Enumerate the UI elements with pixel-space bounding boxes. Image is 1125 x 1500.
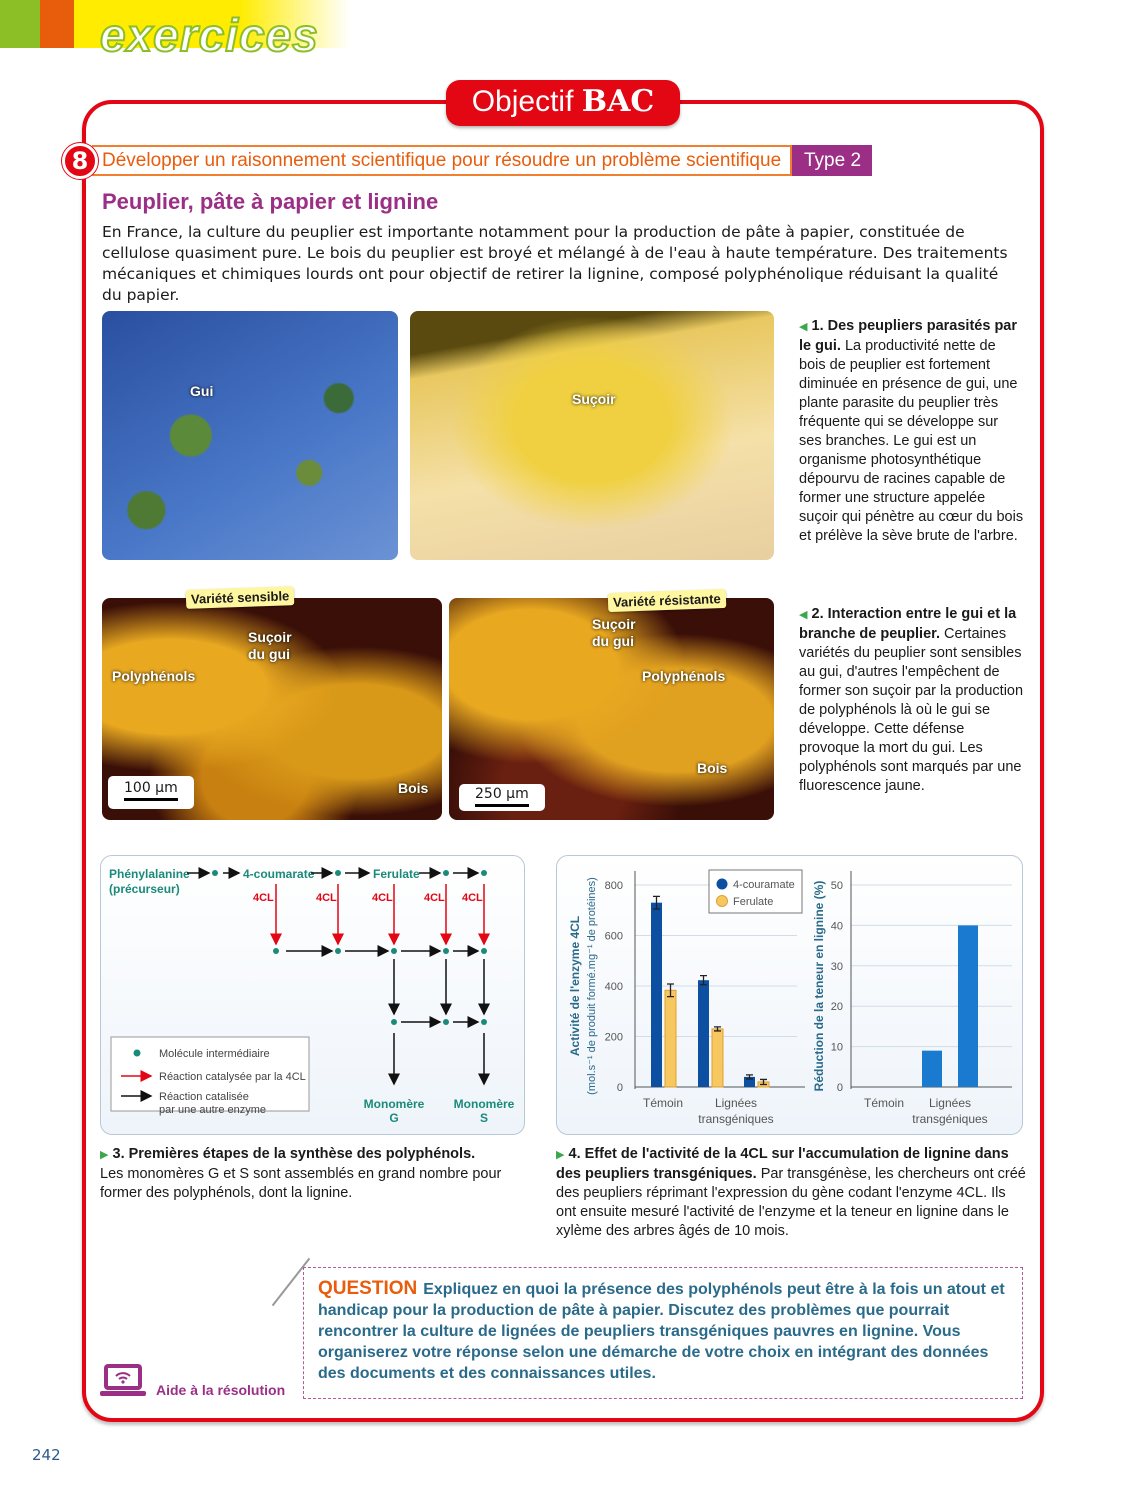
micrograph-sensitive <box>102 598 442 820</box>
monomer-s-label: Monomère <box>453 1097 515 1111</box>
doc3-caption <box>100 1145 525 1203</box>
legend-red-label: Réaction catalysée par la 4CL <box>159 1071 306 1083</box>
enzyme-label: 4CL <box>316 892 337 904</box>
doc4-caption-text: Par transgénèse, les chercheurs ont créé des peupliers réprimant l'expression du gène codant l'enzyme 4CL. Ils ont ensuite mesuré l'activité de l'enzyme et la teneur en lignine dans le xylème des arbres âgés de 10 mois. <box>556 1166 1026 1239</box>
label-polyphenols: Polyphénols <box>642 668 726 684</box>
scale-label: 100 µm <box>124 780 178 796</box>
x-tick-label: Témoin <box>642 1096 684 1110</box>
color-band-orange <box>40 0 74 48</box>
doc3-caption-text: Les monomères G et S sont assemblés en grand nombre pour former des polyphénols, dont la lignine. <box>100 1166 502 1201</box>
photo-sucoir-section <box>410 311 774 560</box>
x-tick-label: Lignées <box>928 1096 972 1110</box>
question-box <box>303 1267 1023 1399</box>
y-tick-label: 600 <box>604 930 623 943</box>
coumarate-label: 4-coumarate <box>243 867 315 881</box>
precursor-label: (précurseur) <box>109 882 180 896</box>
legend-marker <box>717 879 728 890</box>
y-axis-title: Réduction de la teneur en lignine (%) <box>812 880 826 1092</box>
y-axis-subtitle: (mol.s⁻¹ de produit formé.mg⁻¹ de protéines) <box>586 877 598 1095</box>
y-tick-label: 40 <box>830 920 843 933</box>
x-tick-label: Témoin <box>863 1096 905 1110</box>
photo-poplar-mistletoe <box>102 311 398 560</box>
help-label: Aide à la résolution <box>156 1382 286 1398</box>
scale-label: 250 µm <box>475 786 529 802</box>
arrow-left-icon: ◀ <box>799 321 808 333</box>
bar <box>922 1051 942 1087</box>
enzyme-label: 4CL <box>424 892 445 904</box>
doc3-caption-title: 3. Premières étapes de la synthèse des polyphénols. <box>112 1146 476 1162</box>
doc2-caption <box>799 605 1024 796</box>
bar <box>958 925 978 1087</box>
y-tick-label: 400 <box>604 981 623 993</box>
page-number: 242 <box>32 1446 61 1464</box>
y-tick-label: 200 <box>604 1031 623 1044</box>
bac-label: BAC <box>581 84 655 119</box>
bar <box>698 980 709 1087</box>
y-axis-title: Activité de l'enzyme 4CL <box>568 915 582 1057</box>
legend-label: 4-couramate <box>733 879 795 891</box>
objectif-bac-badge <box>446 80 680 126</box>
exercise-title: Peuplier, pâte à papier et lignine <box>102 189 439 214</box>
intro-paragraph: En France, la culture du peuplier est importante notamment pour la production de pâte à papier, constituée de cellulose quasiment pure. Le bois du peuplier est broyé et mélangé à de l'eau à haute température. Des traitements mécaniques et chimiques lourds ont pour objectif de retirer la lignine, composé polyphénolique réduisant la qualité du papier. <box>102 223 1008 304</box>
scale-bar <box>459 784 545 811</box>
tag-resistant: Variété résistante <box>608 589 726 612</box>
tag-sensitive: Variété sensible <box>186 586 295 609</box>
doc1-caption-title: 1. Des peupliers parasités par le gui. <box>799 318 1018 354</box>
y-tick-label: 30 <box>830 960 843 973</box>
question-text: Expliquez en quoi la présence des polyphénols peut être à la fois un atout et handicap pour la production de pâte à papier. Discutez des problèmes que pourrait rencontrer la culture de lignées de peupliers transgéniques pauvres en lignine. Vous organiserez votre réponse selon une démarche de votre choix en intégrant des données des documents et des connaissances utiles. <box>318 1281 1005 1382</box>
x-tick-label: Lignées <box>714 1096 758 1110</box>
label-bois: Bois <box>697 760 728 776</box>
legend-marker <box>717 896 728 907</box>
laptop-wifi-icon <box>100 1362 148 1398</box>
y-tick-label: 20 <box>830 1001 843 1014</box>
label-sucoir: Suçoir du gui <box>592 616 636 649</box>
arrow-right-icon: ▶ <box>556 1149 565 1161</box>
arrow-right-icon: ▶ <box>100 1149 109 1161</box>
doc2-caption-title: 2. Interaction entre le gui et la branche de peuplier. <box>799 606 1017 642</box>
enzyme-lignin-charts <box>556 855 1023 1135</box>
legend-label: Ferulate <box>733 896 774 908</box>
x-tick-label: transgéniques <box>912 1112 988 1126</box>
skill-banner: Développer un raisonnement scientifique pour résoudre un problème scientifique <box>92 145 792 176</box>
phenylalanine-label: Phénylalanine <box>109 867 190 881</box>
label-gui: Gui <box>190 383 214 399</box>
bar <box>651 903 662 1087</box>
doc4-caption <box>556 1145 1026 1241</box>
bar <box>712 1029 723 1087</box>
monomer-g-letter: G <box>389 1111 399 1125</box>
doc1-caption-text: La productivité nette de bois de peuplier est fortement diminuée en présence de gui, une plante parasite du peuplier très fréquente qui se développe sur ses branches. Le gui est un organisme photosynthétique dépourvu de racines capable de former une structure appelée suçoir qui pénètre au cœur du bois et prélève la sève brute de l'arbre. <box>799 338 1024 544</box>
monomer-g-label: Monomère <box>363 1097 425 1111</box>
enzyme-label: 4CL <box>372 892 393 904</box>
pathway-diagram <box>100 855 525 1135</box>
scale-bar <box>108 776 194 809</box>
doc1-caption <box>799 317 1024 546</box>
arrow-left-icon: ◀ <box>799 609 808 621</box>
enzyme-label: 4CL <box>462 892 483 904</box>
label-polyphenols: Polyphénols <box>112 668 196 684</box>
doc4-caption-title: 4. Effet de l'activité de la 4CL sur l'accumulation de lignine dans des peupliers transgéniques. <box>556 1146 1009 1182</box>
y-tick-label: 0 <box>616 1082 623 1094</box>
y-tick-label: 50 <box>830 880 843 892</box>
enzyme-label: 4CL <box>253 892 274 904</box>
legend-black-label: Réaction catalisée <box>159 1091 249 1103</box>
help-link[interactable] <box>100 1362 285 1398</box>
bar <box>665 990 676 1087</box>
doc2-caption-text: Certaines variétés du peuplier sont sensibles au gui, d'autres l'empêchent de former son suçoir par la production de polyphénols là où le gui se développe. Cette défense provoque la mort du gui. Les polyphénols sont marqués par une fluorescence jaune. <box>799 626 1024 794</box>
label-sucoir: Suçoir du gui <box>248 629 292 662</box>
monomer-s-letter: S <box>479 1111 489 1125</box>
objectif-label: Objectif <box>471 85 574 118</box>
ferulate-label: Ferulate <box>373 867 420 881</box>
legend-dot-label: Molécule intermédiaire <box>159 1048 270 1060</box>
legend-black-label-2: par une autre enzyme <box>159 1104 267 1116</box>
label-sucoir: Suçoir <box>572 391 616 407</box>
exercise-number: 8 <box>62 143 98 179</box>
y-tick-label: 800 <box>604 880 623 892</box>
type-badge: Type 2 <box>792 145 872 176</box>
micrograph-resistant <box>449 598 774 820</box>
y-tick-label: 0 <box>836 1082 843 1094</box>
label-bois: Bois <box>398 780 429 796</box>
x-tick-label: transgéniques <box>698 1112 774 1126</box>
question-label: QUESTION <box>318 1278 418 1299</box>
section-title: exercices <box>100 9 319 61</box>
color-band-green <box>0 0 40 48</box>
y-tick-label: 10 <box>830 1041 843 1054</box>
diagram-legend <box>111 1037 309 1116</box>
